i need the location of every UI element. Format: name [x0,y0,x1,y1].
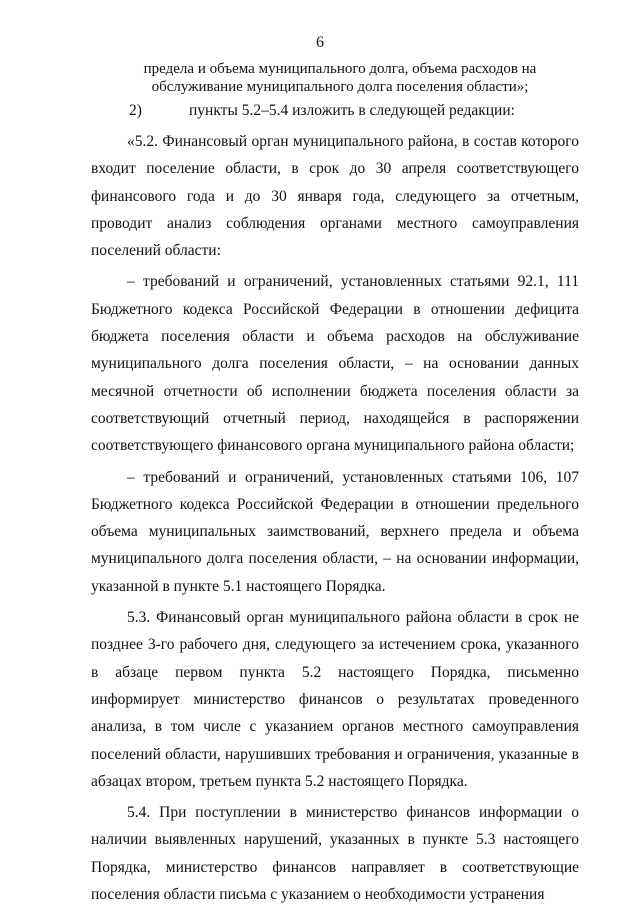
list-item-number: 2) [129,102,142,119]
bullet-item-1: – требований и ограничений, установленных статьями 92.1, 111 Бюджетного кодекса Российской Федерации в отношении дефицита бюджета поселения области и объема расходов на обслуживание муниципального долга поселения области, – на основании данных месячной отчетности об исполнении бюджета поселения области за соответствующий отчетный период, находящейся в распоряжении соответствующего финансового органа муниципального района области; [91,273,579,455]
paragraph-5-2: «5.2. Финансовый орган муниципального района, в состав которого входит поселение области, в срок до 30 апреля соответствующего финансового года и до 30 января года, следующего за отчетным, проводит анализ соблюдения органами местного самоуправления поселений области: [91,133,579,260]
list-item-2 [91,98,579,124]
paragraph-5-3: 5.3. Финансовый орган муниципального района области в срок не позднее 3-го рабочего дня, следующего за истечением срока, указанного в абзаце первом пункта 5.2 настоящего Порядка, письменно информирует министерство финансов о результатах проведенного анализа, в том числе с указанием органов местного самоуправления поселений области, нарушивших требования и ограничения, указанные в абзацах втором, третьем пункта 5.2 настоящего Порядка. [91,609,579,790]
paragraph-5-4: 5.4. При поступлении в министерство финансов информации о наличии выявленных нарушений, указанных в пункте 5.3 настоящего Порядка, министерство финансов направляет в соответствующие поселения области письма с указанием о необходимости устранения [91,804,579,904]
bullet-item-2: – требований и ограничений, установленных статьями 106, 107 Бюджетного кодекса Российской Федерации в отношении предельного объема муниципальных заимствований, верхнего предела и объема муниципального долга поселения области, – на основании информации, указанной в пункте 5.1 настоящего Порядка. [91,468,579,595]
continuation-text: предела и объема муниципального долга, объема расходов на обслуживание муниципального долга поселения области»; [143,61,537,95]
list-item-text: пункты 5.2–5.4 изложить в следующей редакции: [189,102,515,119]
document-body [91,98,579,908]
page-number: 6 [316,34,324,51]
